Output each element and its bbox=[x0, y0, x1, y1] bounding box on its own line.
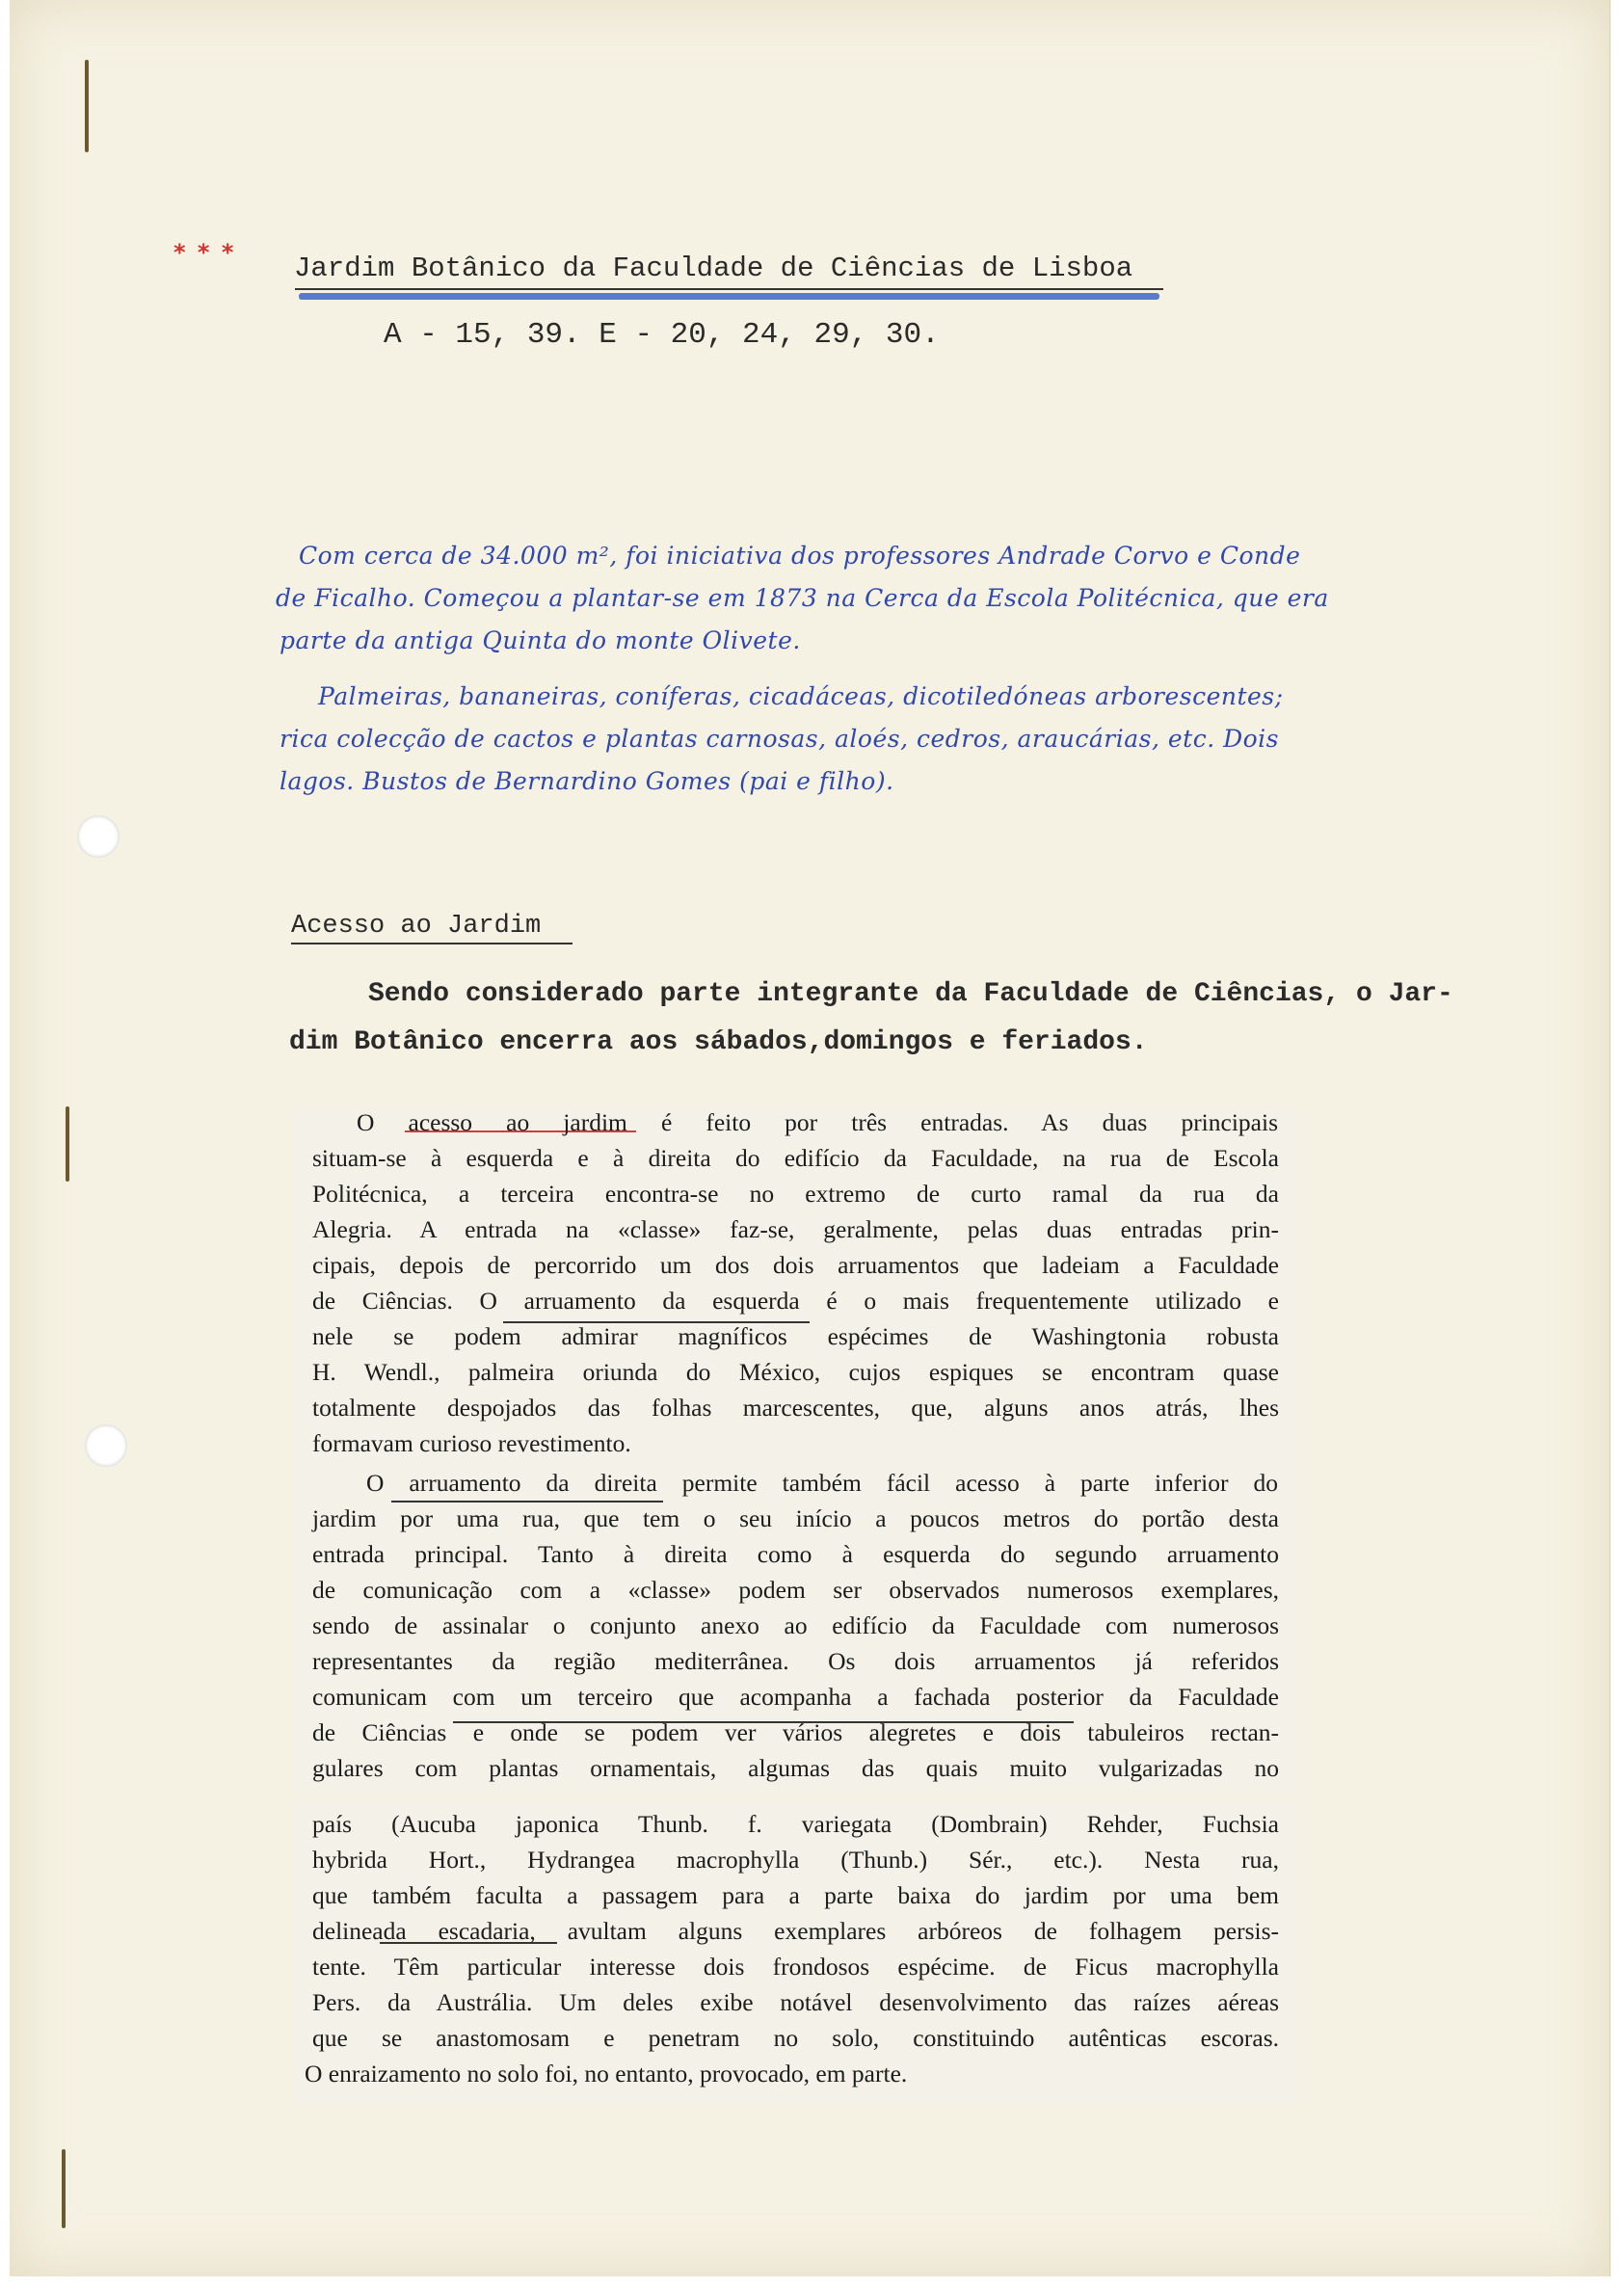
printed-line: entrada principal. Tanto à direita como à esquerda do segundo arruamento bbox=[312, 1540, 1279, 1568]
printed-line: O acesso ao jardim é feito por três entradas. As duas principais bbox=[357, 1108, 1278, 1136]
staple-mark bbox=[62, 2149, 66, 2228]
title-underline bbox=[295, 288, 1163, 290]
reference-numbers: A - 15, 39. E - 20, 24, 29, 30. bbox=[384, 318, 940, 352]
title-highlight bbox=[299, 293, 1159, 300]
printed-line: de Ciências. O arruamento da esquerda é o mais frequentemente utilizado e bbox=[312, 1287, 1279, 1315]
printed-line: tente. Têm particular interesse dois frondosos espécime. de Ficus macrophylla bbox=[312, 1953, 1279, 1981]
printed-line: que se anastomosam e penetram no solo, constituindo autênticas escoras. bbox=[312, 2024, 1279, 2052]
printed-line: comunicam com um terceiro que acompanha a fachada posterior da Faculdade bbox=[312, 1683, 1279, 1711]
printed-line: que também faculta a passagem para a parte baixa do jardim por uma bem bbox=[312, 1881, 1279, 1909]
handwritten-line: parte da antiga Quinta do monte Olivete. bbox=[280, 626, 801, 654]
printed-line: jardim por uma rua, que tem o seu início a poucos metros do portão desta bbox=[312, 1504, 1279, 1532]
document-page bbox=[10, 0, 1611, 2276]
printed-line: nele se podem admirar magníficos espécimes de Washingtonia robusta bbox=[312, 1322, 1279, 1350]
printed-line: sendo de assinalar o conjunto anexo ao edifício da Faculdade com numerosos bbox=[312, 1611, 1279, 1639]
printed-line: H. Wendl., palmeira oriunda do México, cujos espiques se encontram quase bbox=[312, 1358, 1279, 1386]
handwritten-line: de Ficalho. Começou a plantar-se em 1873 na Cerca da Escola Politécnica, que era bbox=[276, 584, 1329, 612]
printed-line: representantes da região mediterrânea. Os dois arruamentos já referidos bbox=[312, 1647, 1279, 1675]
handwritten-line: rica colecção de cactos e plantas carnosas, aloés, cedros, araucárias, etc. Dois bbox=[280, 725, 1280, 753]
printed-line: O arruamento da direita permite também fácil acesso à parte inferior do bbox=[366, 1469, 1278, 1497]
printed-line: situam-se à esquerda e à direita do edifício da Faculdade, na rua de Escola bbox=[312, 1144, 1279, 1172]
staple-mark bbox=[85, 60, 89, 152]
pen-underline bbox=[391, 1501, 663, 1503]
staple-mark bbox=[66, 1106, 69, 1182]
printed-line: delineada escadaria, avultam alguns exemplares arbóreos de folhagem persis- bbox=[312, 1917, 1279, 1945]
printed-line: Pers. da Austrália. Um deles exibe notável desenvolvimento das raízes aéreas bbox=[312, 1988, 1279, 2016]
section-heading: Acesso ao Jardim bbox=[291, 912, 542, 941]
handwritten-line: lagos. Bustos de Bernardino Gomes (pai e filho). bbox=[280, 767, 894, 795]
punch-hole bbox=[85, 1424, 127, 1467]
printed-line: O enraizamento no solo foi, no entanto, provocado, em parte. bbox=[305, 2060, 908, 2088]
typed-paragraph-line: dim Botânico encerra aos sábados,domingos e feriados. bbox=[289, 1027, 1148, 1057]
priority-stars: * * * bbox=[173, 239, 236, 266]
punch-hole bbox=[77, 815, 120, 858]
printed-line: gulares com plantas ornamentais, algumas das quais muito vulgarizadas no bbox=[312, 1754, 1279, 1782]
printed-line: de Ciências e onde se podem ver vários alegretes e dois tabuleiros rectan- bbox=[312, 1718, 1279, 1746]
typed-paragraph-line: Sendo considerado parte integrante da Faculdade de Ciências, o Jar- bbox=[368, 979, 1453, 1009]
section-underline bbox=[291, 943, 572, 944]
handwritten-line: Palmeiras, bananeiras, coníferas, cicadáceas, dicotiledóneas arborescentes; bbox=[318, 682, 1284, 710]
printed-line: de comunicação com a «classe» podem ser observados numerosos exemplares, bbox=[312, 1576, 1279, 1604]
printed-line: Politécnica, a terceira encontra-se no extremo de curto ramal da rua da bbox=[312, 1180, 1279, 1208]
printed-line: país (Aucuba japonica Thunb. f. variegata (Dombrain) Rehder, Fuchsia bbox=[312, 1810, 1279, 1838]
document-title: Jardim Botânico da Faculdade de Ciências de Lisboa bbox=[294, 253, 1133, 284]
printed-line: formavam curioso revestimento. bbox=[312, 1429, 631, 1457]
handwritten-line: Com cerca de 34.000 m², foi iniciativa dos professores Andrade Corvo e Conde bbox=[299, 542, 1301, 570]
printed-line: totalmente despojados das folhas marcescentes, que, alguns anos atrás, lhes bbox=[312, 1394, 1279, 1422]
printed-line: Alegria. A entrada na «classe» faz-se, geralmente, pelas duas entradas prin- bbox=[312, 1215, 1279, 1243]
printed-line: cipais, depois de percorrido um dos dois arruamentos que ladeiam a Faculdade bbox=[312, 1251, 1279, 1279]
printed-line: hybrida Hort., Hydrangea macrophylla (Thunb.) Sér., etc.). Nesta rua, bbox=[312, 1846, 1279, 1874]
